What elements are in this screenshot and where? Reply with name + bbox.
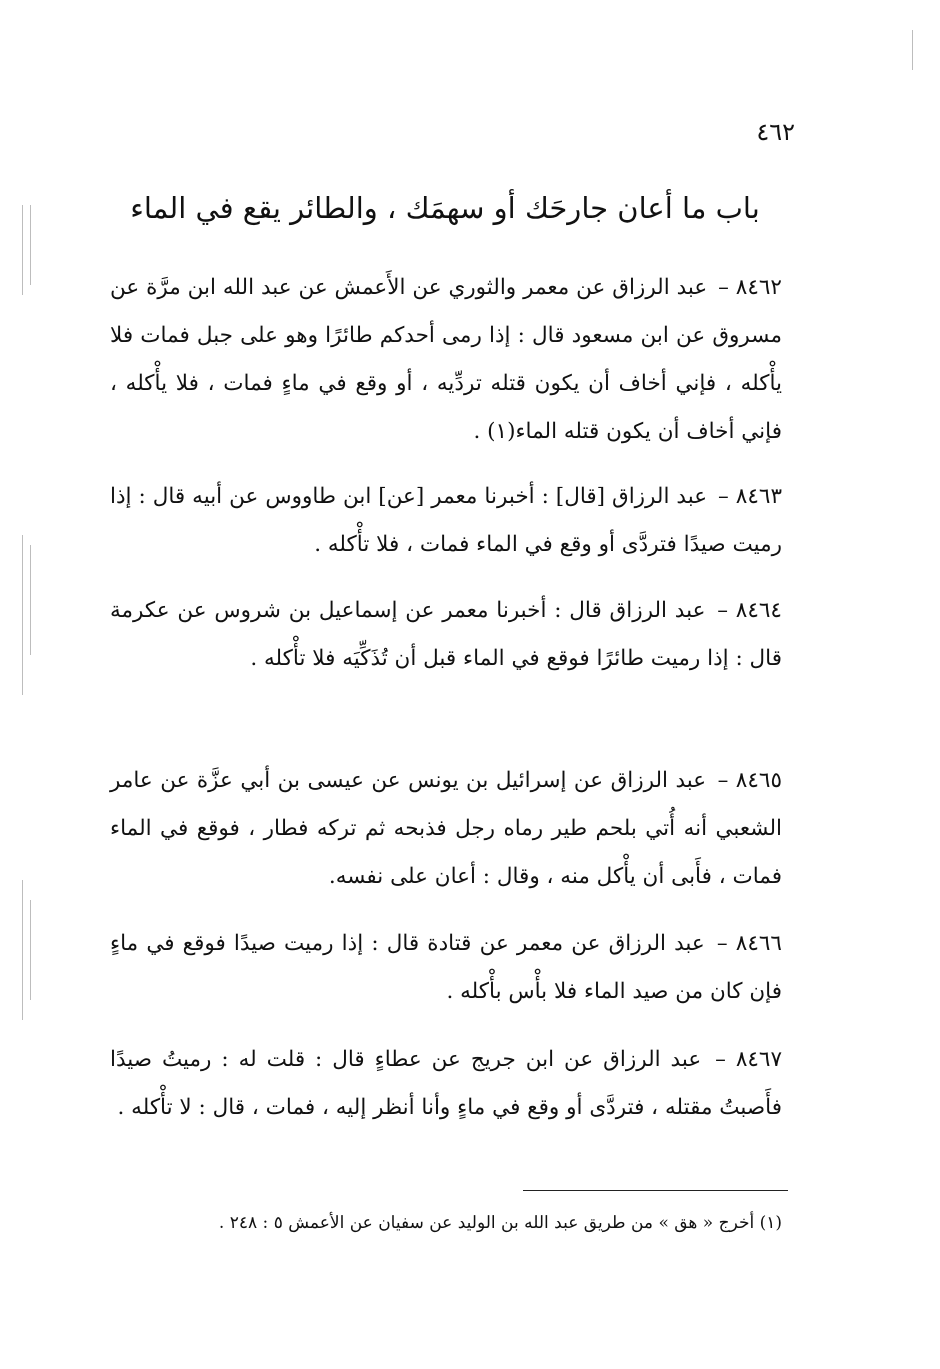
footnote-divider (523, 1190, 788, 1191)
hadith-number: ٨٤٦٣ – (718, 484, 782, 509)
scan-artifact-line (22, 880, 23, 1020)
hadith-paragraph (110, 757, 782, 901)
scan-artifact-line (912, 30, 913, 70)
hadith-number: ٨٤٦٥ – (717, 768, 782, 793)
scan-artifact-line (30, 900, 31, 1000)
hadith-text: عبد الرزاق عن إسرائيل بن يونس عن عيسى بن أبي عزَّة عن عامر الشعبي أنه أُتي بلحم طير رماه رجل فذبحه ثم تركه فطار ، فوقع في الماء فمات ، فأَبى أن يأْكل منه ، وقال : أعان على نفسه. (110, 768, 782, 889)
hadith-paragraph (110, 1036, 782, 1132)
hadith-paragraph (110, 473, 782, 569)
hadith-text: عبد الرزاق عن معمر عن قتادة قال : إذا رميت صيدًا فوقع في ماءٍ فإن كان من صيد الماء فلا بأْس بأْكله . (110, 931, 782, 1004)
hadith-number: ٨٤٦٢ – (718, 275, 782, 300)
hadith-paragraph (110, 264, 782, 456)
hadith-text: عبد الرزاق قال : أخبرنا معمر عن إسماعيل بن شروس عن عكرمة قال : إذا رميت طائرًا فوقع في الماء قبل أن تُذَكِّيَه فلا تأْكله . (110, 598, 782, 671)
hadith-number: ٨٤٦٦ – (716, 931, 782, 956)
hadith-text: عبد الرزاق عن معمر والثوري عن الأَعمش عن عبد الله ابن مرَّة عن مسروق عن ابن مسعود قال : إذا رمى أحدكم طائرًا وهو على جبل فمات فلا يأْكله ، فإني أخاف أن يكون قتله تردِّيه ، أو وقع في ماءٍ فمات ، فلا يأْكله ، فإني أخاف أن يكون قتله الماء(١) . (110, 275, 782, 444)
scan-artifact-line (22, 205, 23, 295)
chapter-title: باب ما أعان جارحَك أو سهمَك ، والطائر يقع في الماء (130, 191, 760, 225)
scan-artifact-line (30, 205, 31, 285)
hadith-number: ٨٤٦٧ – (715, 1047, 783, 1072)
hadith-paragraph (110, 920, 782, 1016)
hadith-text: عبد الرزاق [قال] : أخبرنا معمر [عن] ابن طاووس عن أبيه قال : إذا رميت صيدًا فتردَّى أو وقع في الماء فمات ، فلا تأْكله . (110, 484, 782, 557)
page-number: ٤٦٢ (756, 118, 795, 146)
scan-artifact-line (22, 535, 23, 695)
scan-artifact-line (30, 545, 31, 655)
hadith-paragraph (110, 587, 782, 683)
footnote: (١) أخرج « هق » من طريق عبد الله بن الوليد عن سفيان عن الأعمش ٥ : ٢٤٨ . (218, 1213, 782, 1233)
hadith-number: ٨٤٦٤ – (717, 598, 782, 623)
hadith-text: عبد الرزاق عن ابن جريج عن عطاءٍ قال : قلت له : رميتُ صيدًا فأَصبتُ مقتله ، فتردَّى أو وقع في ماءٍ وأنا أنظر إليه ، فمات ، قال : لا تأْكله . (110, 1047, 782, 1120)
